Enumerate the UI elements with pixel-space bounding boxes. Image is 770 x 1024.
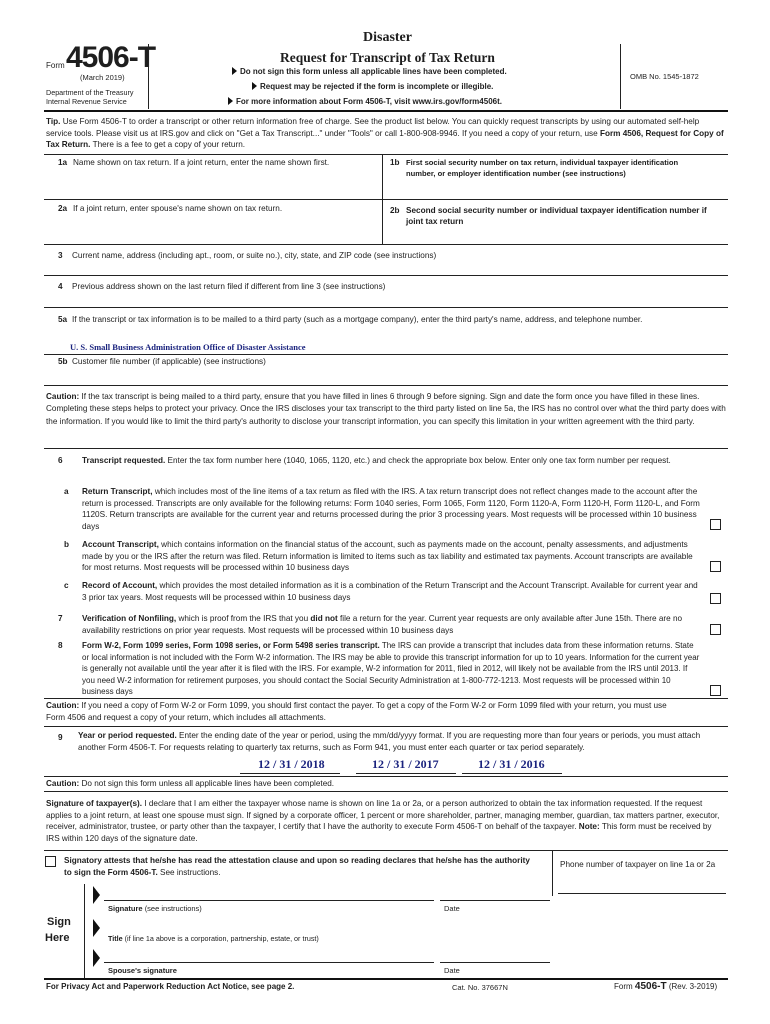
form-label: Form xyxy=(46,61,65,70)
line-6-number: 6 xyxy=(58,456,63,465)
line-3-number: 3 xyxy=(58,251,63,260)
attestation-text xyxy=(64,855,534,878)
line-8-body: The IRS can provide a transcript that includes data from these information returns. State or local information is not included with the Form W-2 information. The IRS may be able to provide this transcript information for up to 10 years. Information for the current year is generally not available until the year after it is filed with the IRS. For example, W-2 information for 2011, filed in 2012, will likely not be available from the IRS until 2013. If you need W-2 information for retirement purposes, you should contact the Social Security Administration at 1-800-772-1213. Most requests will be processed within 10 business days xyxy=(82,641,700,696)
phone-label: Phone number of taxpayer on line 1a or 2a xyxy=(560,860,716,869)
line-6c-letter: c xyxy=(64,581,69,590)
instruction-3-text: For more information about Form 4506-T, visit www.irs.gov/form4506t. xyxy=(236,97,502,106)
signature-label-bold: Signature xyxy=(108,904,143,913)
line-6b-body: which contains information on the financial status of the account, such as payments made on the account, penalty assessments, and adjustments made by you or the IRS after the return was filed. Return information is limited to items such as tax liability and estimated tax payments. Account transcripts are available for most returns. Most requests will be processed within 10 business days xyxy=(82,540,693,572)
tip-tail: There is a fee to get a copy of your return. xyxy=(90,140,246,149)
line-6b-letter: b xyxy=(64,540,70,549)
year-period-1[interactable]: 12 / 31 / 2018 xyxy=(258,757,325,771)
instruction-2 xyxy=(252,82,493,91)
note-text: This form must be received by IRS within 120 days of the signature date. xyxy=(46,822,712,843)
footer-form-number: 4506-T xyxy=(634,981,667,992)
line-7-post: file a return for the year. Current year requests are only available after June 15th. There are no availability restrictions on prior year requests. Most requests will be processed within 10 business days xyxy=(82,614,683,635)
here-label: Here xyxy=(45,932,70,944)
line-5b-label: Customer file number (if applicable) (see instructions) xyxy=(72,357,266,366)
title-label-tail: (if line 1a above is a corporation, partnership, estate, or trust) xyxy=(124,934,319,943)
catalog-number: Cat. No. 37667N xyxy=(452,983,508,992)
tip-label: Tip. xyxy=(46,117,61,126)
signature-label-tail: (see instructions) xyxy=(144,904,202,913)
form-revision: (March 2019) xyxy=(80,73,125,82)
signature-line[interactable] xyxy=(104,900,434,901)
tip-bold: Form 4506, Request for Copy of Tax Return. xyxy=(46,128,724,149)
tip-body: Use Form 4506-T to order a transcript or other return information free of charge. See the product list below. You can quickly request transcripts by using our automated self-help service tools. Please visit us at IRS.gov and click on "Get a Tax Transcript..." under "Tools" or call 1-800-908-9946. If you need a copy of your return, use xyxy=(46,117,700,138)
privacy-notice: For Privacy Act and Paperwork Reduction Act Notice, see page 2. xyxy=(46,982,295,991)
line-5a-label: If the transcript or tax information is to be mailed to a third party (such as a mortgage company), enter the third party's name, address, and telephone number. xyxy=(72,315,643,324)
line-3-label: Current name, address (including apt., room, or suite no.), city, state, and ZIP code (see instructions) xyxy=(72,251,437,260)
line-8-title: Form W-2, Form 1099 series, Form 1098 series, or Form 5498 series transcript. xyxy=(82,641,380,650)
line-7-bold: did not xyxy=(310,614,338,623)
caution-2 xyxy=(46,700,686,723)
year-period-2[interactable]: 12 / 31 / 2017 xyxy=(372,757,439,771)
title-arrow-icon xyxy=(93,919,100,937)
line-7-number: 7 xyxy=(58,614,63,623)
form-w2-transcript-checkbox[interactable] xyxy=(710,685,721,696)
spouse-arrow-icon xyxy=(93,949,100,967)
caution-1-text: If the tax transcript is being mailed to a third party, ensure that you have filled in lines 6 through 9 before signing. Sign and date the form once you have filled in these lines. Completing these steps helps to protect your privacy. Once the IRS discloses your tax transcript to the third party listed on line 5a, the IRS has no control over what the third party does with the information. If you would like to limit the third party's authority to disclose your transcript information, you can specify this limitation in your written agreement with the third party. xyxy=(46,392,726,426)
line-6c-title: Record of Account, xyxy=(82,581,158,590)
year-period-3[interactable]: 12 / 31 / 2016 xyxy=(478,757,545,771)
record-of-account-checkbox[interactable] xyxy=(710,593,721,604)
omb-number: OMB No. 1545-1872 xyxy=(630,72,699,81)
line-6a-title: Return Transcript, xyxy=(82,487,153,496)
line-2b-number: 2b xyxy=(390,206,400,215)
line-8-text xyxy=(82,640,700,698)
line-1a-label: Name shown on tax return. If a joint return, enter the name shown first. xyxy=(73,158,330,167)
instruction-3 xyxy=(228,97,502,106)
form-title: Request for Transcript of Tax Return xyxy=(280,50,495,65)
footer-revision: (Rev. 3-2019) xyxy=(668,982,718,991)
footer-form-word: Form xyxy=(614,982,633,991)
instruction-1 xyxy=(232,67,507,76)
line-2a-label: If a joint return, enter spouse's name shown on tax return. xyxy=(73,204,283,213)
line-9-number: 9 xyxy=(58,733,63,742)
account-transcript-checkbox[interactable] xyxy=(710,561,721,572)
phone-input-line[interactable] xyxy=(558,893,726,894)
caution-3-text: Do not sign this form unless all applicable lines have been completed. xyxy=(81,779,335,788)
arrow-icon xyxy=(228,97,233,105)
caution-3-label: Caution: xyxy=(46,779,80,788)
title-label xyxy=(108,933,319,944)
line-6a-text xyxy=(82,486,700,532)
title-label-bold: Title xyxy=(108,934,123,943)
sign-arrow-icon xyxy=(93,886,100,904)
line-9-text xyxy=(78,730,722,753)
caution-2-text: If you need a copy of Form W-2 or Form 1099, you should first contact the payer. To get a copy of the Form W-2 or Form 1099 filed with your return, you must use Form 4506 and request a copy of your return, which includes all attachments. xyxy=(46,701,667,722)
department-label: Department of the Treasury xyxy=(46,88,134,97)
footer-form-id xyxy=(614,981,717,992)
caution-1 xyxy=(46,391,726,428)
line-6a-body: which includes most of the line items of a tax return as filed with the IRS. A tax return transcript does not reflect changes made to the account after the return is processed. Transcripts are only available for the following returns: Form 1040 series, Form 1065, Form 1120, Form 1120-A, Form 1120-H, Form 1120-L, and Form 1120S. Return transcripts are available for the current year and returns processed during the prior 3 processing years. Most requests will be processed within 10 business days xyxy=(82,487,700,531)
line-2b-label: Second social security number or individual taxpayer identification number if joint tax return xyxy=(406,206,707,226)
arrow-icon xyxy=(252,82,257,90)
line-1b-label: First social security number on tax return, individual taxpayer identification number, or employer identification number (see instructions) xyxy=(406,158,679,178)
line-7-title: Verification of Nonfiling, xyxy=(82,614,177,623)
signature-title: Signature of taxpayer(s). xyxy=(46,799,142,808)
spouse-signature-line[interactable] xyxy=(104,962,434,963)
verification-nonfiling-checkbox[interactable] xyxy=(710,624,721,635)
instruction-1-text: Do not sign this form unless all applicable lines have been completed. xyxy=(240,67,507,76)
note-label: Note: xyxy=(578,822,600,831)
line-8-number: 8 xyxy=(58,641,63,650)
caution-1-label: Caution: xyxy=(46,392,80,401)
line-6b-text xyxy=(82,539,700,574)
instruction-2-text: Request may be rejected if the form is incomplete or illegible. xyxy=(260,82,494,91)
line-1b-number: 1b xyxy=(390,158,400,167)
attestation-checkbox[interactable] xyxy=(45,856,56,867)
signature-label xyxy=(108,903,202,914)
line-7-pre: which is proof from the IRS that you xyxy=(178,614,309,623)
irs-label: Internal Revenue Service xyxy=(46,97,127,106)
form-title-top: Disaster xyxy=(363,30,412,45)
arrow-icon xyxy=(232,67,237,75)
line-4-number: 4 xyxy=(58,282,63,291)
line-9-body: Enter the ending date of the year or period, using the mm/dd/yyyy format. If you are requesting more than four years or periods, you must attach another Form 4506-T. For requests relating to quarterly tax returns, such as Form 941, you must enter each quarter or tax period separately. xyxy=(78,731,701,752)
form-number: 4506-T xyxy=(66,41,156,74)
line-5b-number: 5b xyxy=(58,357,68,366)
date-label-1: Date xyxy=(444,904,460,913)
line-7-text xyxy=(82,613,700,636)
line-6-title: Transcript requested. xyxy=(82,456,166,465)
line-6c-body: which provides the most detailed information as it is a combination of the Return Transcript and the Account Transcript. Available for current year and 3 prior tax years. Most requests will be processed within 10 business days xyxy=(82,581,698,602)
line-9-title: Year or period requested. xyxy=(78,731,177,740)
third-party-name: U. S. Small Business Administration Office of Disaster Assistance xyxy=(70,342,306,352)
line-6-text xyxy=(82,455,726,467)
sign-label: Sign xyxy=(47,916,71,928)
spouse-signature-label: Spouse's signature xyxy=(108,966,177,975)
line-1a-number: 1a xyxy=(58,158,68,167)
tip-text xyxy=(46,116,726,151)
caution-2-label: Caution: xyxy=(46,701,80,710)
signature-declaration xyxy=(46,798,726,844)
line-6-body: Enter the tax form number here (1040, 1065, 1120, etc.) and check the appropriate box below. Enter only one tax form number per request. xyxy=(167,456,671,465)
return-transcript-checkbox[interactable] xyxy=(710,519,721,530)
line-6b-title: Account Transcript, xyxy=(82,540,159,549)
line-4-label: Previous address shown on the last return filed if different from line 3 (see instructions) xyxy=(72,282,386,291)
attestation-tail: See instructions. xyxy=(160,867,221,877)
attestation-bold: Signatory attests that he/she has read the attestation clause and upon so reading declares that he/she has the authority to sign the Form 4506-T. xyxy=(64,856,530,877)
signature-body: I declare that I am either the taxpayer whose name is shown on line 1a or 2a, or a person authorized to obtain the tax information requested. If the request applies to a joint return, at least one spouse must sign. If signed by a corporate officer, 1 percent or more shareholder, partner, managing member, guardian, tax matters partner, executor, receiver, administrator, trustee, or party other than the taxpayer, I certify that I have the authority to execute Form 4506-T on behalf of the taxpayer. xyxy=(46,799,720,831)
line-2a-number: 2a xyxy=(58,204,68,213)
caution-3 xyxy=(46,778,726,790)
line-6c-text xyxy=(82,580,700,603)
date-label-2: Date xyxy=(444,966,460,975)
line-5a-number: 5a xyxy=(58,315,68,324)
line-6a-letter: a xyxy=(64,487,69,496)
